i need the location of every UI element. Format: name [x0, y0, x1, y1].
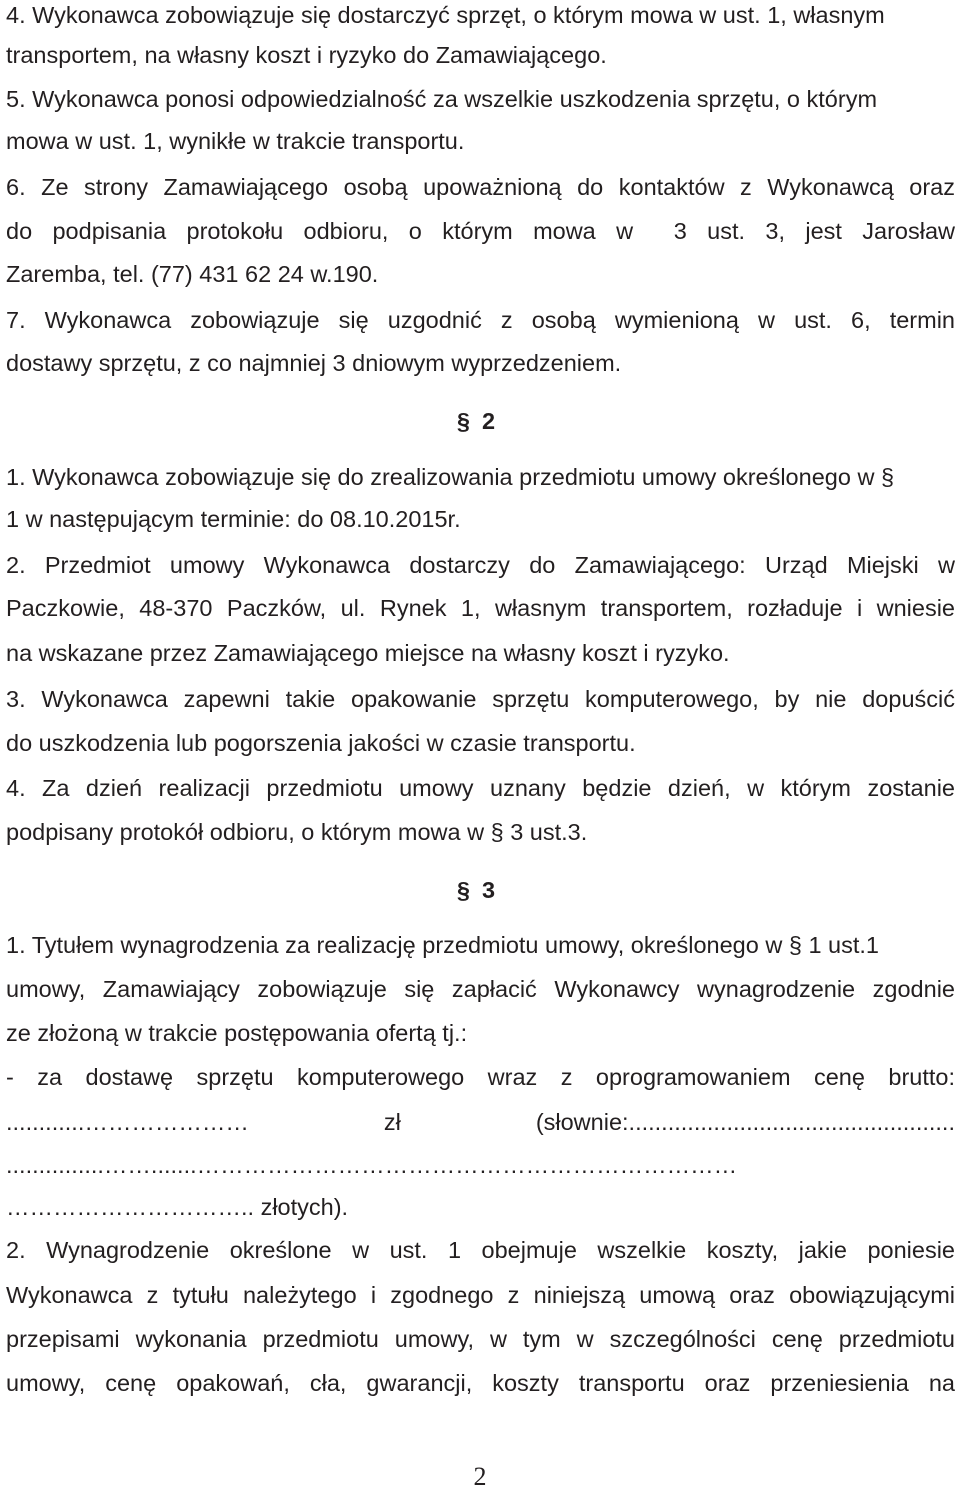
text-line: mowa w ust. 1, wynikłe w trakcie transportu.: [6, 128, 465, 154]
text-line: ...............…….......……………………………………………………………: [6, 1152, 738, 1178]
text-line: 1. Wykonawca zobowiązuje się do zrealizowania przedmiotu umowy określonego w §: [6, 464, 895, 490]
text-line: 4. Wykonawca zobowiązuje się dostarczyć sprzęt, o którym mowa w ust. 1, własnym: [6, 2, 885, 28]
text-line: Paczkowie, 48-370 Paczków, ul. Rynek 1, własnym transportem, rozładuje i wniesie: [6, 595, 955, 621]
text-line: umowy, Zamawiający zobowiązuje się zapłacić Wykonawcy wynagrodzenie zgodnie: [6, 976, 955, 1002]
text-line: do podpisania protokołu odbioru, o którym mowa w 3 ust. 3, jest Jarosław: [6, 218, 955, 244]
text-line: do uszkodzenia lub pogorszenia jakości w czasie transportu.: [6, 730, 636, 756]
text-line: ze złożoną w trakcie postępowania ofertą tj.:: [6, 1020, 468, 1046]
text-line: ………………………….. złotych).: [6, 1194, 349, 1220]
text-line: przepisami wykonania przedmiotu umowy, w tym w szczególności cenę przedmiotu: [6, 1326, 955, 1352]
text-line: 6. Ze strony Zamawiającego osobą upoważnioną do kontaktów z Wykonawcą oraz: [6, 174, 955, 200]
text-line: transportem, na własny koszt i ryzyko do Zamawiającego.: [6, 42, 607, 68]
section-symbol: §: [456, 408, 470, 434]
text-line: Wykonawca z tytułu należytego i zgodnego z niniejszą umową oraz obowiązującymi: [6, 1282, 955, 1308]
text-line: 5. Wykonawca ponosi odpowiedzialność za wszelkie uszkodzenia sprzętu, o którym: [6, 86, 878, 112]
text-line: 4. Za dzień realizacji przedmiotu umowy uznany będzie dzień, w którym zostanie: [6, 775, 955, 801]
text-line: Zaremba, tel. (77) 431 62 24 w.190.: [6, 261, 379, 287]
text-line: dostawy sprzętu, z co najmniej 3 dniowym wyprzedzeniem.: [6, 350, 622, 376]
section-symbol: §: [456, 877, 470, 903]
section-number: 2: [482, 408, 496, 434]
text-line: podpisany protokół odbioru, o którym mowa w § 3 ust.3.: [6, 819, 588, 845]
text-line: ............………………… zł (słownie:..................................................: [6, 1109, 955, 1135]
text-line: 2. Przedmiot umowy Wykonawca dostarczy do Zamawiającego: Urząd Miejski w: [6, 552, 955, 578]
text-line: - za dostawę sprzętu komputerowego wraz z oprogramowaniem cenę brutto:: [6, 1064, 955, 1090]
text-line: 1. Tytułem wynagrodzenia za realizację przedmiotu umowy, określonego w § 1 ust.1: [6, 932, 879, 958]
section-heading-2: [0, 406, 960, 436]
page-number: 2: [473, 1462, 487, 1491]
text-line: umowy, cenę opakowań, cła, gwarancji, koszty transportu oraz przeniesienia na: [6, 1370, 955, 1396]
text-line: 2. Wynagrodzenie określone w ust. 1 obejmuje wszelkie koszty, jakie poniesie: [6, 1237, 955, 1263]
text-line: na wskazane przez Zamawiającego miejsce na własny koszt i ryzyko.: [6, 640, 730, 666]
text-line: 3. Wykonawca zapewni takie opakowanie sprzętu komputerowego, by nie dopuścić: [6, 686, 955, 712]
section-number: 3: [482, 877, 496, 903]
text-line: 1 w następującym terminie: do 08.10.2015r.: [6, 506, 461, 532]
text-line: 7. Wykonawca zobowiązuje się uzgodnić z osobą wymienioną w ust. 6, termin: [6, 307, 955, 333]
section-heading-3: [0, 875, 960, 905]
